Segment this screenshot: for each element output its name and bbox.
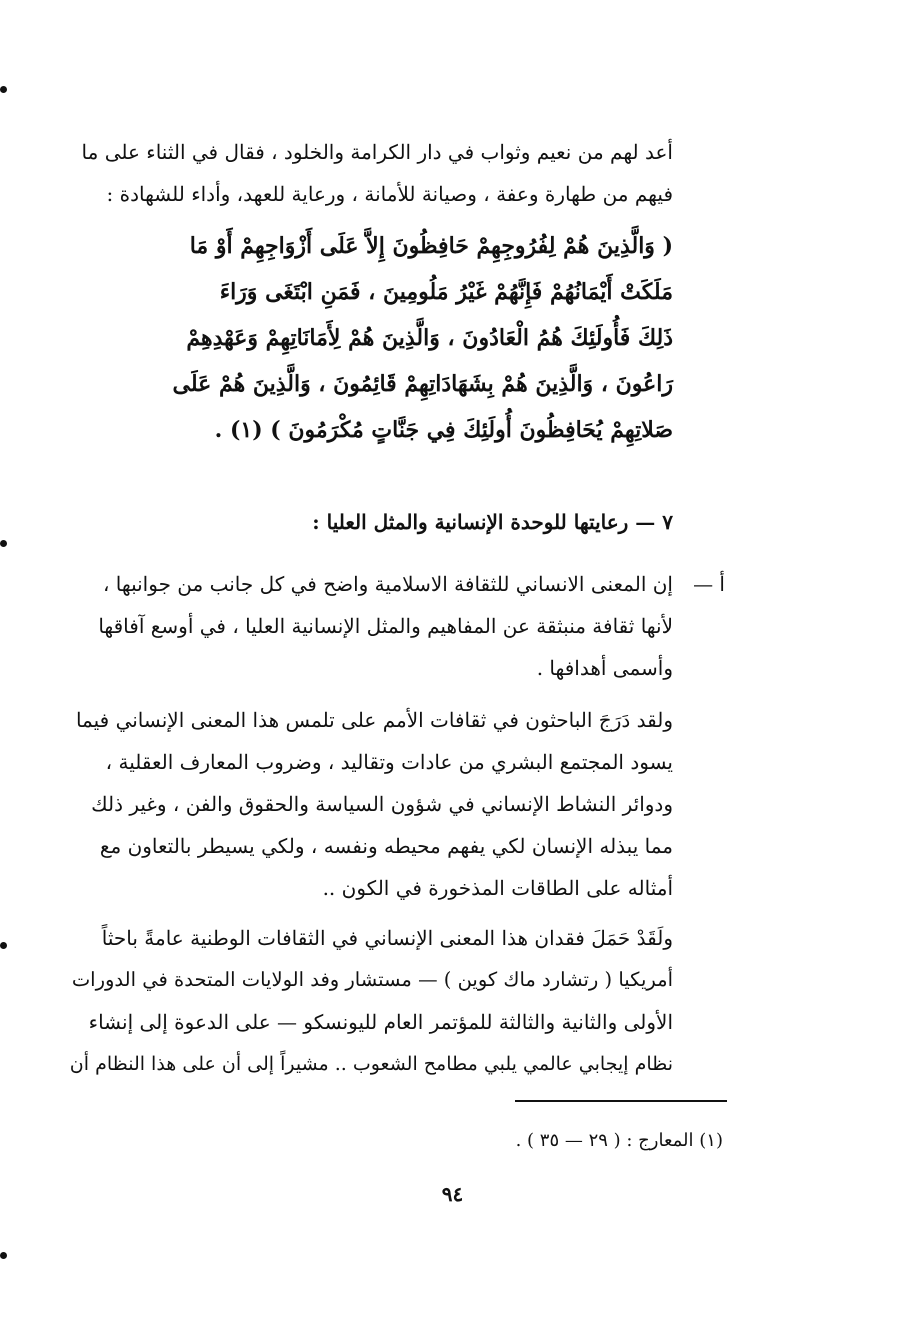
margin-mark <box>0 86 7 93</box>
paragraph-line: ولقد دَرَجَ الباحثون في ثقافات الأمم على تلمس هذا المعنى الإنساني فيما <box>75 708 673 732</box>
margin-mark <box>0 540 7 547</box>
margin-mark <box>0 1252 7 1259</box>
margin-mark <box>0 942 7 949</box>
section-heading: ٧ — رعايتها للوحدة الإنسانية والمثل العليا : <box>312 510 673 534</box>
paragraph-line: أمثاله على الطاقات المذخورة في الكون .. <box>322 876 673 900</box>
paragraph-line: الأولى والثانية والثالثة للمؤتمر العام لليونسكو — على الدعوة إلى إنشاء <box>88 1010 673 1034</box>
page-number: ٩٤ <box>441 1182 464 1206</box>
footnote-divider <box>515 1100 727 1102</box>
paragraph-line: ولَقَدْ حَمَلَ فقدان هذا المعنى الإنساني في الثقافات الوطنية عامةً باحثاً <box>101 926 673 950</box>
paragraph-line: يسود المجتمع البشري من عادات وتقاليد ، وضروب المعارف العقلية ، <box>105 750 673 774</box>
verse-line: ( وَالَّذِينَ هُمْ لِفُرُوجِهِمْ حَافِظُونَ إِلاَّ عَلَى أَزْوَاجِهِمْ أَوْ مَا <box>189 233 673 259</box>
point-a-marker: أ — <box>693 572 725 596</box>
verse-line: صَلاتِهِمْ يُحَافِظُونَ أُولَئِكَ فِي جَنَّاتٍ مُكْرَمُونَ ) (١) . <box>214 417 673 443</box>
intro-line: فيهم من طهارة وعفة ، وصيانة للأمانة ، ورعاية للعهد، وأداء للشهادة : <box>106 182 673 206</box>
verse-line: ذَلِكَ فَأُولَئِكَ هُمُ الْعَادُونَ ، وَالَّذِينَ هُمْ لِأَمَانَاتِهِمْ وَعَهْدِهِمْ <box>186 325 673 351</box>
point-a-line: وأسمى أهدافها . <box>536 656 673 680</box>
footnote: (١) المعارج : ( ٢٩ — ٣٥ ) . <box>515 1130 723 1151</box>
paragraph-line: ودوائر النشاط الإنساني في شؤون السياسة والحقوق والفن ، وغير ذلك <box>91 792 673 816</box>
point-a-line: لأنها ثقافة منبثقة عن المفاهيم والمثل الإنسانية العليا ، في أوسع آفاقها <box>98 614 673 638</box>
intro-line: أعد لهم من نعيم وثواب في دار الكرامة والخلود ، فقال في الثناء على ما <box>81 140 673 164</box>
paragraph-line: مما يبذله الإنسان لكي يفهم محيطه ونفسه ، ولكي يسيطر بالتعاون مع <box>99 834 673 858</box>
paragraph-line: أمريكيا ( رتشارد ماك كوين ) — مستشار وفد الولايات المتحدة في الدورات <box>71 968 673 991</box>
paragraph-line: نظام إيجابي عالمي يلبي مطامح الشعوب .. مشيراً إلى أن على هذا النظام أن <box>69 1053 673 1075</box>
verse-line: رَاعُونَ ، وَالَّذِينَ هُمْ بِشَهَادَاتِهِمْ قَائِمُونَ ، وَالَّذِينَ هُمْ عَلَى <box>172 371 673 397</box>
verse-line: مَلَكَتْ أَيْمَانُهُمْ فَإِنَّهُمْ غَيْرُ مَلُومِينَ ، فَمَنِ ابْتَغَى وَرَاءَ <box>219 279 673 305</box>
point-a-line: إن المعنى الانساني للثقافة الاسلامية واضح في كل جانب من جوانبها ، <box>102 572 673 596</box>
